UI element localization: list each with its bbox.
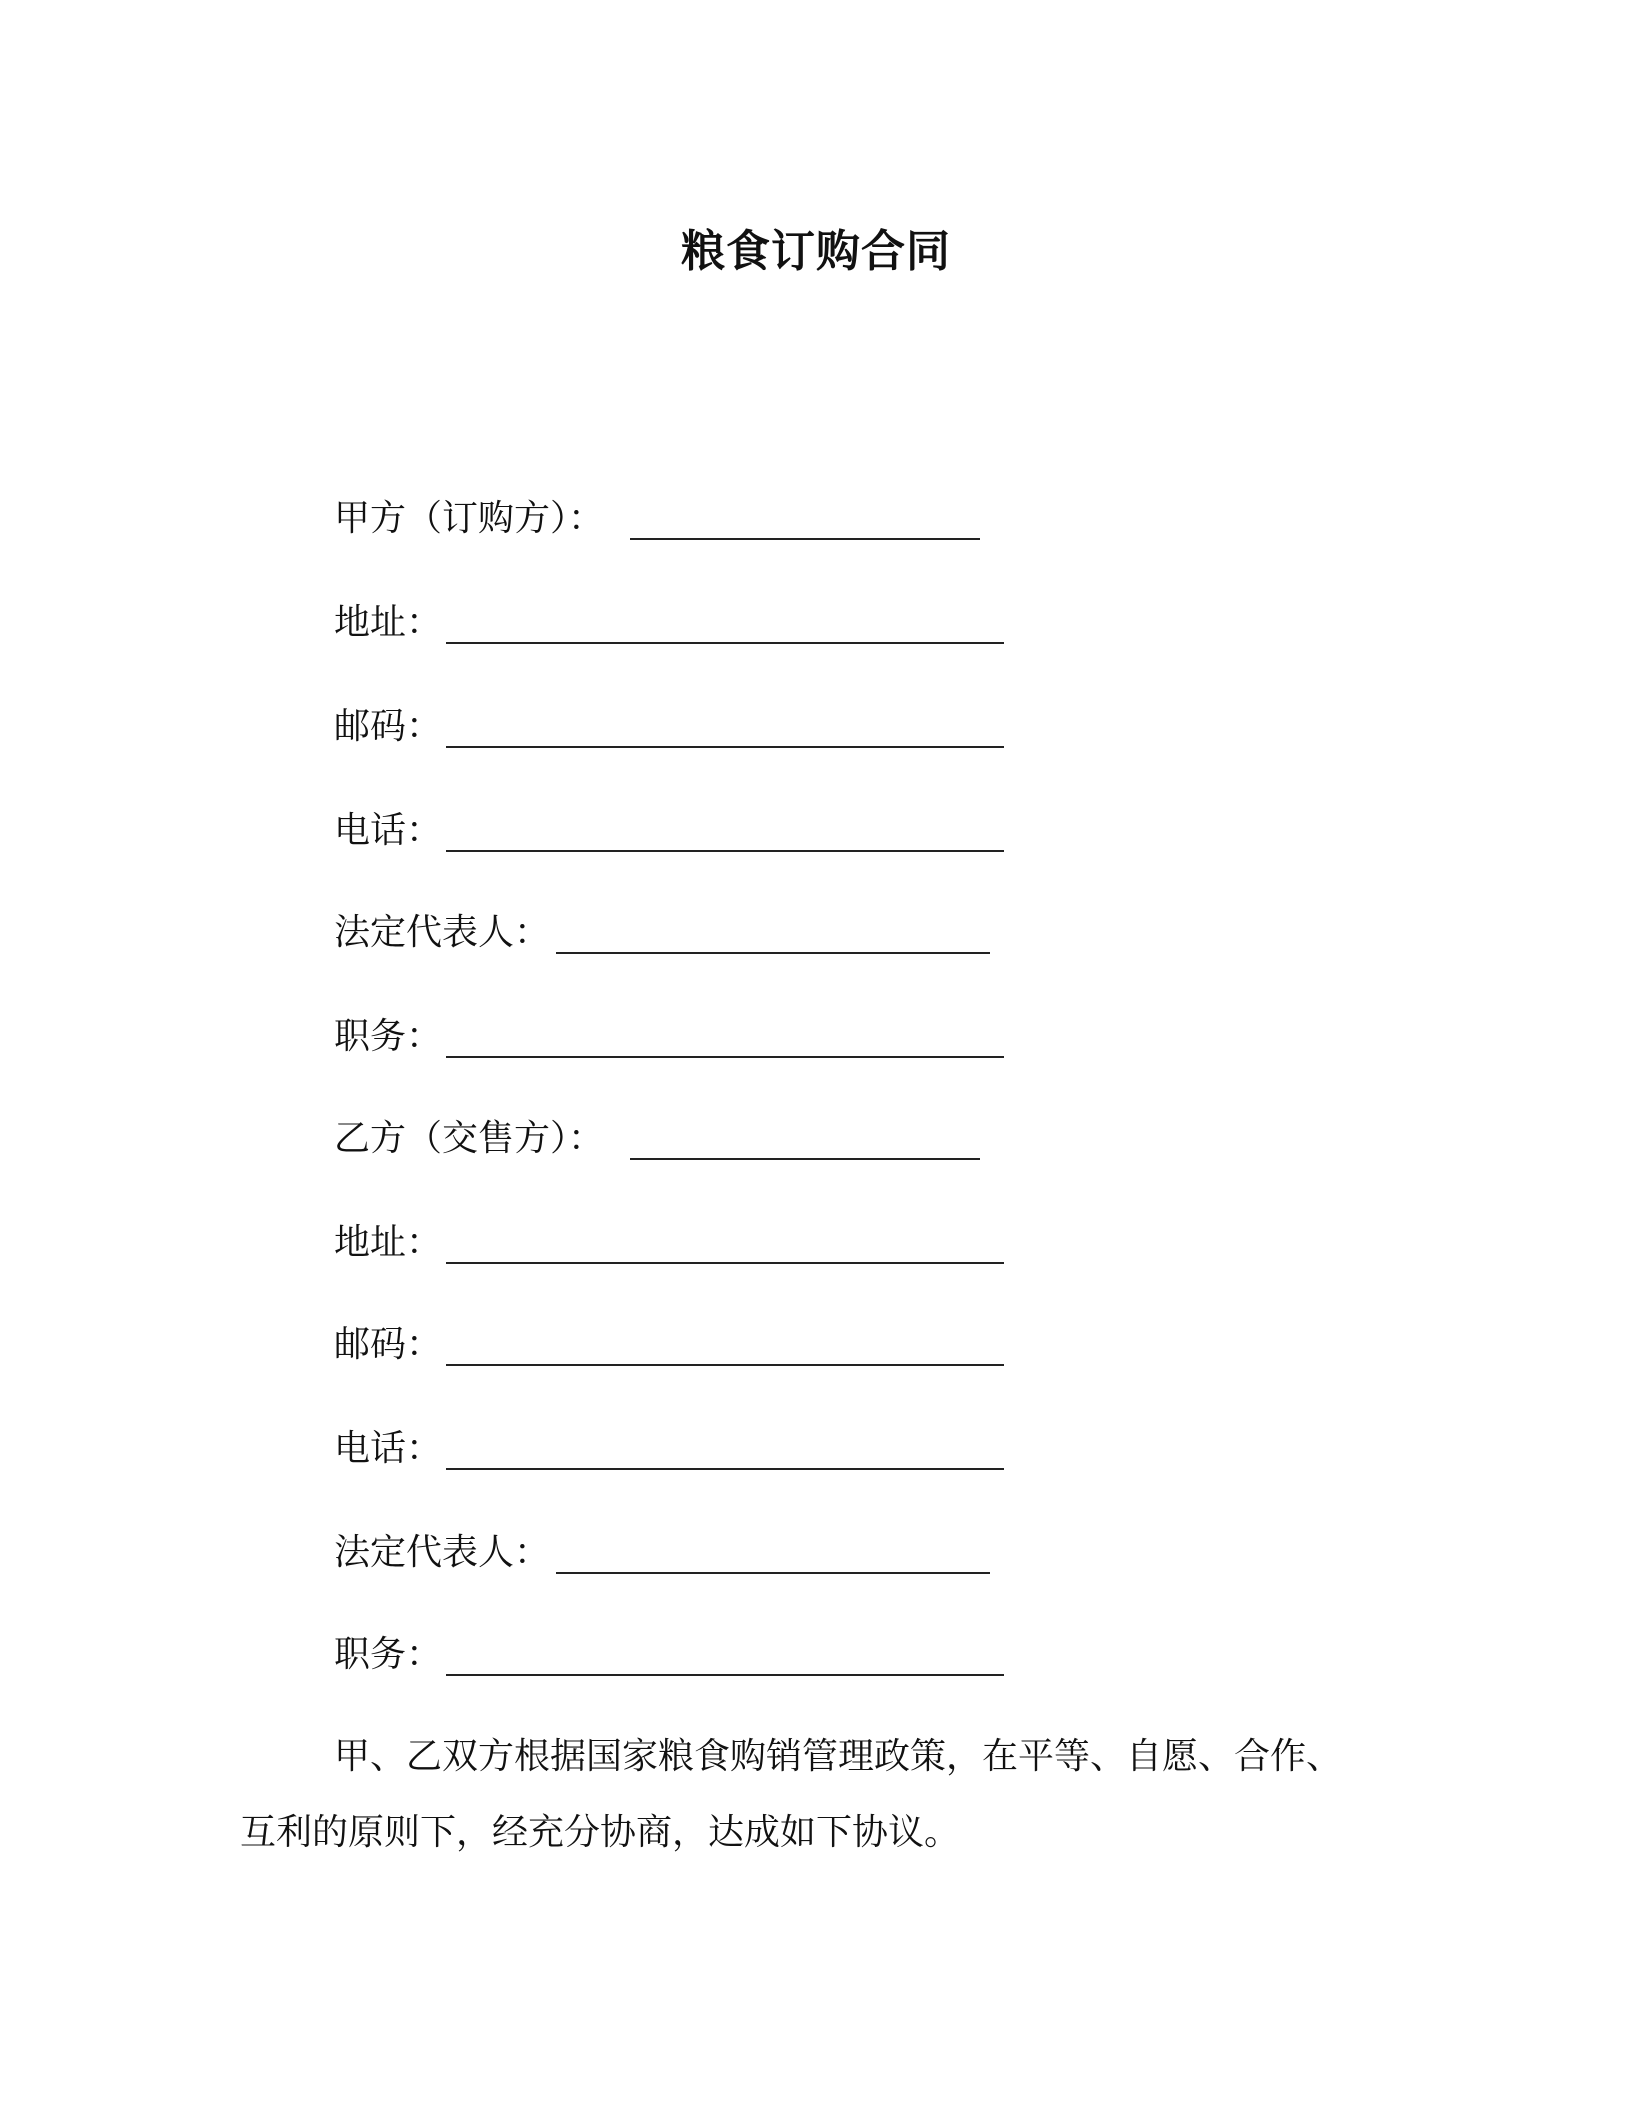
party-b-label: 乙方（交售方）：	[334, 1118, 605, 1159]
party-a-position-field	[334, 1012, 442, 1062]
party-b-position-blank[interactable]	[446, 1674, 1004, 1676]
document-title: 粮食订购合同	[681, 226, 951, 277]
party-b-position-field	[334, 1630, 442, 1680]
party-a-blank[interactable]	[630, 538, 980, 540]
party-b-position-label: 职务：	[334, 1634, 443, 1675]
party-a-label: 甲方（订购方）：	[334, 498, 605, 539]
party-a-legal-rep-blank[interactable]	[556, 952, 990, 954]
party-b-legal-rep-label: 法定代表人：	[334, 1532, 551, 1573]
party-b-phone-blank[interactable]	[446, 1468, 1004, 1470]
party-b-blank[interactable]	[630, 1158, 980, 1160]
party-b-address-label: 地址：	[334, 1222, 443, 1263]
party-a-position-blank[interactable]	[446, 1056, 1004, 1058]
party-a-address-label: 地址：	[334, 602, 443, 643]
party-a-address-field	[334, 598, 442, 648]
party-a-postcode-field	[334, 702, 442, 752]
party-b-field	[334, 1114, 604, 1164]
party-a-phone-blank[interactable]	[446, 850, 1004, 852]
party-a-address-blank[interactable]	[446, 642, 1004, 644]
party-b-legal-rep-field	[334, 1528, 550, 1578]
party-b-phone-field	[334, 1424, 442, 1474]
party-a-legal-rep-label: 法定代表人：	[334, 912, 551, 953]
party-b-address-field	[334, 1218, 442, 1268]
party-b-postcode-label: 邮码：	[334, 1324, 443, 1365]
party-a-phone-label: 电话：	[334, 810, 443, 851]
party-b-phone-label: 电话：	[334, 1428, 443, 1469]
intro-paragraph-line-1: 甲、乙双方根据国家粮食购销管理政策，在平等、自愿、合作、	[334, 1736, 1343, 1777]
intro-paragraph-line-2: 互利的原则下，经充分协商，达成如下协议。	[240, 1812, 961, 1853]
party-b-address-blank[interactable]	[446, 1262, 1004, 1264]
party-a-postcode-blank[interactable]	[446, 746, 1004, 748]
party-a-postcode-label: 邮码：	[334, 706, 443, 747]
party-b-postcode-blank[interactable]	[446, 1364, 1004, 1366]
party-a-field	[334, 494, 604, 544]
party-a-legal-rep-field	[334, 908, 550, 958]
party-b-postcode-field	[334, 1320, 442, 1370]
party-a-phone-field	[334, 806, 442, 856]
party-b-legal-rep-blank[interactable]	[556, 1572, 990, 1574]
party-a-position-label: 职务：	[334, 1016, 443, 1057]
